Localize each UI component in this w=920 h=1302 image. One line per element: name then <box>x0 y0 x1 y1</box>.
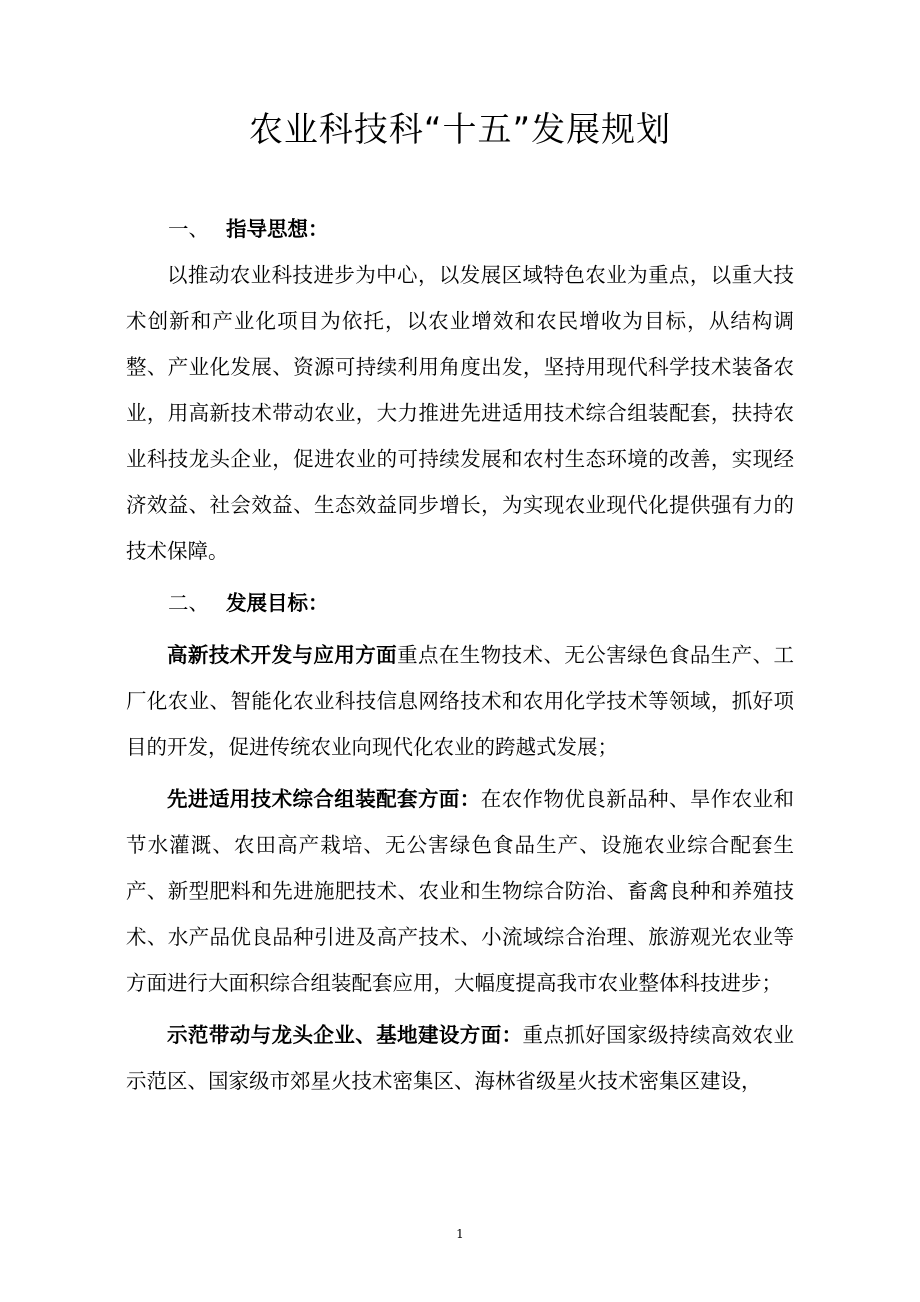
section-title: 发展目标： <box>226 591 329 615</box>
page-number: 1 <box>456 1227 464 1241</box>
section-heading-development-goals <box>126 580 794 626</box>
goal-item-demonstration <box>126 1012 794 1104</box>
goal-item-label: 先进适用技术综合组装配套方面： <box>167 787 481 811</box>
section-number: 二、 <box>168 591 209 615</box>
section-title: 指导思想： <box>226 217 329 241</box>
goal-item-high-tech <box>126 632 794 770</box>
goal-item-text: 重点在生物技术、无公害绿色食品生产、工厂化农业、智能化农业科技信息网络技术和农用化学技术等领域，抓好项目的开发，促进传统农业向现代化农业的跨越式发展； <box>126 643 795 759</box>
goal-item-text: 在农作物优良新品种、旱作农业和节水灌溉、农田高产栽培、无公害绿色食品生产、设施农业综合配套生产、新型肥料和先进施肥技术、农业和生物综合防治、畜禽良种和养殖技术、水产品优良品种引进及高产技术、小流域综合治理、旅游观光农业等方面进行大面积综合组装配套应用，大幅度提高我市农业整体科技进步； <box>126 787 795 995</box>
goal-item-text: 重点抓好国家级持续高效农业示范区、国家级市郊星火技术密集区、海林省级星火技术密集区建设， <box>126 1023 795 1093</box>
goal-item-applied-tech <box>126 776 794 1006</box>
document-body <box>126 206 794 1104</box>
guiding-ideology-paragraph: 以推动农业科技进步为中心，以发展区域特色农业为重点，以重大技术创新和产业化项目为依托，以农业增效和农民增收为目标，从结构调整、产业化发展、资源可持续利用角度出发，坚持用现代科学技术装备农业，用高新技术带动农业，大力推进先进适用技术综合组装配套，扶持农业科技龙头企业，促进农业的可持续发展和农村生态环境的改善，实现经济效益、社会效益、生态效益同步增长，为实现农业现代化提供强有力的技术保障。 <box>126 263 794 563</box>
goal-item-label: 高新技术开发与应用方面 <box>167 643 398 667</box>
document-title: 农业科技科“十五”发展规划 <box>248 110 672 150</box>
section-heading-guiding-ideology <box>126 206 794 252</box>
section-number: 一、 <box>168 217 209 241</box>
goal-item-label: 示范带动与龙头企业、基地建设方面： <box>167 1023 523 1047</box>
